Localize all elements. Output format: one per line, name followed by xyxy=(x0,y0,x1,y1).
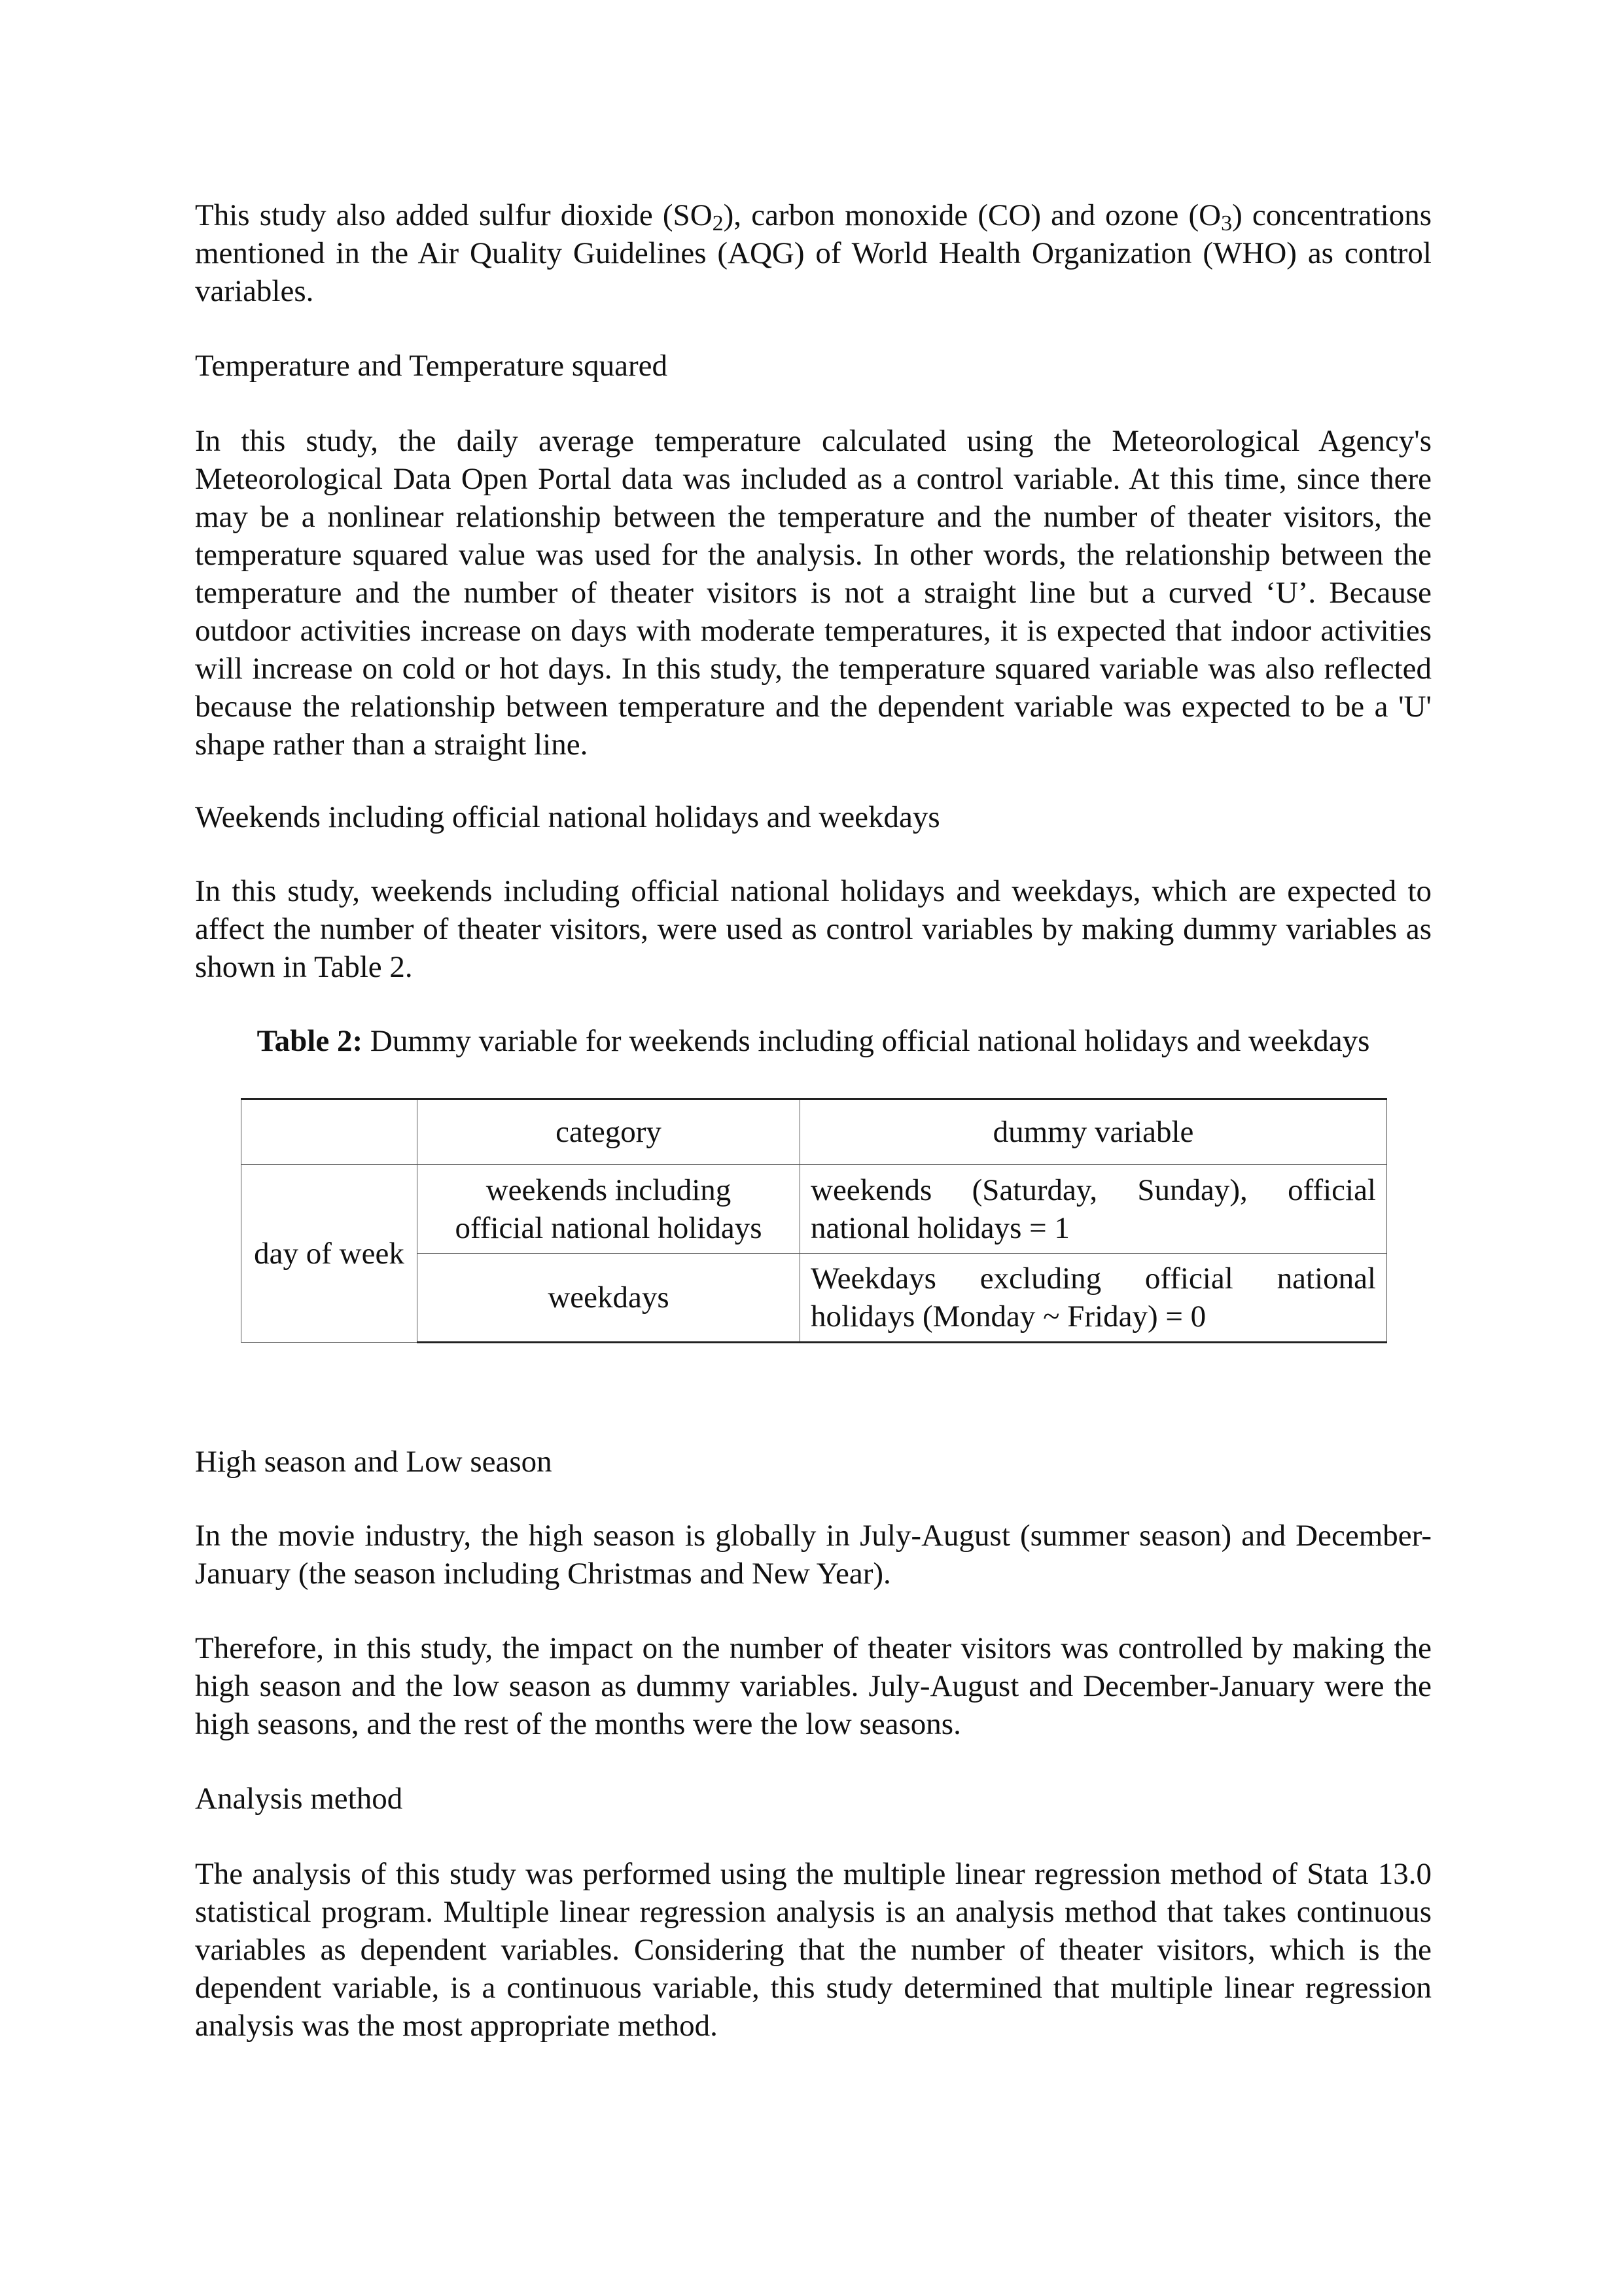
subscript: 2 xyxy=(712,211,724,236)
table-row-label: day of week xyxy=(241,1165,417,1343)
dummy-variable-table xyxy=(241,1098,1387,1343)
table-header-row xyxy=(241,1099,1387,1165)
table-cell-text: weekends including xyxy=(485,1173,732,1207)
table-header-dummy: dummy variable xyxy=(800,1099,1387,1165)
table-header-category: category xyxy=(417,1099,800,1165)
table-caption-label: Table 2: xyxy=(256,1024,363,1058)
subscript: 3 xyxy=(1221,211,1233,236)
table-cell-dummy xyxy=(800,1165,1387,1254)
table-cell-category xyxy=(417,1165,800,1254)
table-cell-text: official national holidays xyxy=(455,1210,762,1245)
table-cell-text: Weekdays excluding official national xyxy=(811,1262,1376,1296)
table-caption-text: Dummy variable for weekends including official national holidays and weekdays xyxy=(362,1024,1370,1058)
heading-analysis: Analysis method xyxy=(195,1782,403,1816)
table-header-blank xyxy=(241,1099,417,1165)
table-cell-category: weekdays xyxy=(417,1254,800,1343)
heading-temperature: Temperature and Temperature squared xyxy=(195,349,668,383)
paragraph-analysis: The analysis of this study was performed using the multiple linear regression method of Stata 13.0 statistical program. Multiple linear regression analysis is an analysis method that takes continuous variables as dependent variables. Considering that the number of theater visitors, which is the dependent variable, is a continuous variable, this study determined that multiple linear regression analysis was the most appropriate method. xyxy=(195,1857,1432,2043)
table-row xyxy=(241,1165,1387,1254)
table-cell-text: national holidays = 1 xyxy=(811,1210,1070,1245)
table-cell-text: holidays (Monday ~ Friday) = 0 xyxy=(811,1299,1207,1333)
paragraph-control-pollutants xyxy=(195,196,1432,310)
heading-season: High season and Low season xyxy=(195,1445,552,1479)
table-caption xyxy=(195,1022,1432,1060)
table-cell-text: weekends (Saturday, Sunday), official xyxy=(811,1173,1376,1207)
paragraph-text: This study also added sulfur dioxide (SO xyxy=(195,198,713,232)
paragraph-text: ), carbon monoxide (CO) and ozone (O xyxy=(723,198,1222,232)
paragraph-season-2: Therefore, in this study, the impact on the number of theater visitors was controlled by making the high season and the low season as dummy variables. July-August and December-January were the high seasons, and the rest of the months were the low seasons. xyxy=(195,1631,1432,1741)
paragraph-temperature: In this study, the daily average temperature calculated using the Meteorological Agency's Meteorological Data Open Portal data was included as a control variable. At this time, since there may be a nonlinear relationship between the temperature and the number of theater visitors, the temperature squared value was used for the analysis. In other words, the relationship between the temperature and the number of theater visitors is not a straight line but a curved ‘U’. Because outdoor activities increase on days with moderate temperatures, it is expected that indoor activities will increase on cold or hot days. In this study, the temperature squared variable was also reflected because the relationship between temperature and the dependent variable was expected to be a 'U' shape rather than a straight line. xyxy=(195,424,1432,762)
heading-weekends: Weekends including official national holidays and weekdays xyxy=(195,800,940,834)
paragraph-weekends: In this study, weekends including official national holidays and weekdays, which are expected to affect the number of theater visitors, were used as control variables by making dummy variables as shown in Table 2. xyxy=(195,874,1432,984)
paragraph-season-1: In the movie industry, the high season is globally in July-August (summer season) and December-January (the season including Christmas and New Year). xyxy=(195,1519,1432,1591)
table-cell-dummy xyxy=(800,1254,1387,1343)
paragraph-text: ) concentrations mentioned in the Air Quality Guidelines (AQG) of World Health Organization (WHO) as control variables. xyxy=(195,198,1432,308)
